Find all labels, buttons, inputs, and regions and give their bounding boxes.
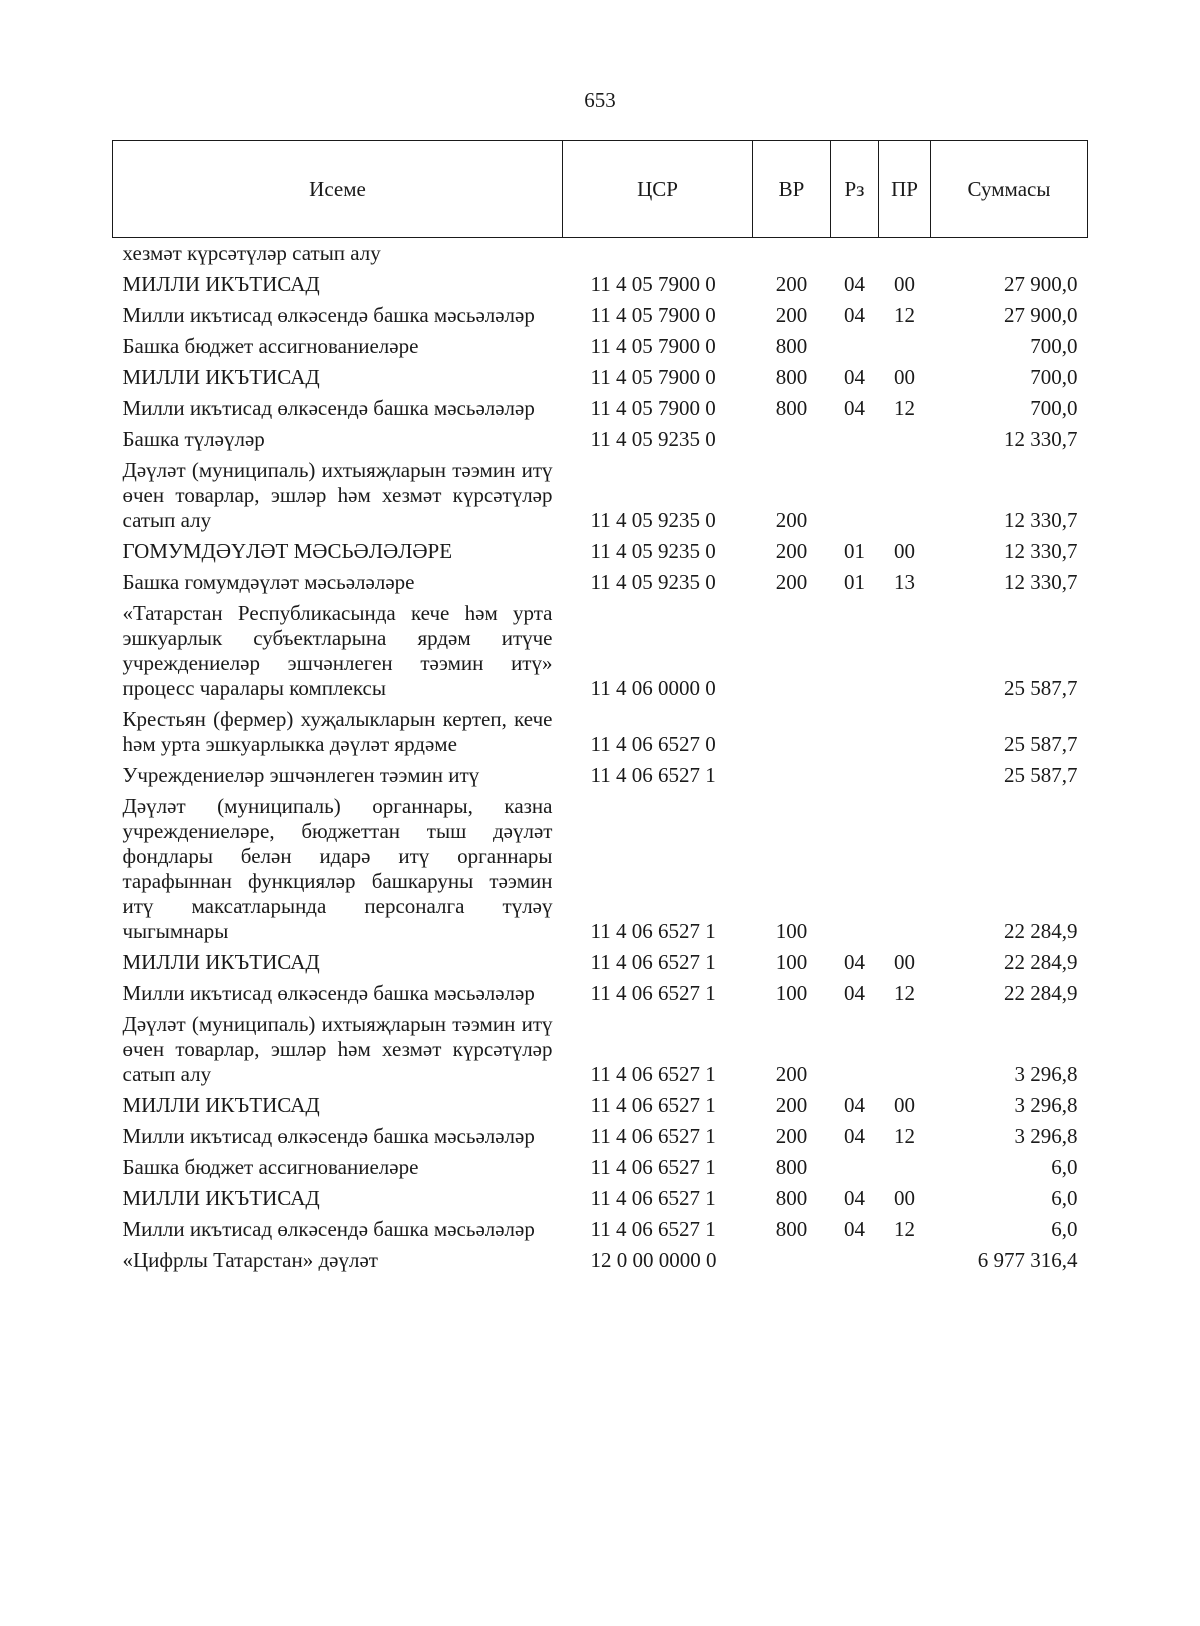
cell-sum: 25 587,7: [1004, 676, 1078, 700]
cell-name: МИЛЛИ ИКЪТИСАД: [122, 1186, 320, 1210]
cell-csr: 11 4 05 9235 0: [590, 427, 716, 451]
cell-rz: [831, 791, 879, 947]
cell-vr: 800: [775, 1155, 808, 1179]
cell-sum: 6,0: [1051, 1217, 1078, 1241]
cell-csr: 11 4 05 7900 0: [590, 272, 716, 296]
cell-csr: 11 4 05 7900 0: [590, 396, 716, 420]
cell-sum: 6 977 316,4: [977, 1248, 1078, 1272]
cell-name: Милли икътисад өлкәсендә башка мәсьәләләр: [122, 303, 535, 327]
cell-rz: [831, 331, 879, 362]
cell-name: МИЛЛИ ИКЪТИСАД: [122, 1093, 320, 1117]
table-row: [113, 567, 1088, 598]
header-name: Исеме: [113, 141, 563, 238]
cell-pr: 12: [894, 303, 915, 327]
cell-vr: 100: [775, 981, 808, 1005]
cell-name: Дәүләт (муниципаль) ихтыяҗларын тәэмин итү өчен товарлар, эшләр һәм хезмәт күрсәтүләр сатып алу: [122, 1012, 553, 1086]
table-body: [113, 238, 1088, 1277]
cell-vr: [753, 704, 831, 760]
cell-rz: [831, 238, 879, 270]
cell-csr: 11 4 05 9235 0: [590, 508, 716, 532]
table-row: [113, 362, 1088, 393]
cell-vr: 200: [775, 570, 808, 594]
cell-pr: [879, 704, 931, 760]
cell-csr: 11 4 06 6527 1: [590, 1186, 716, 1210]
table-row: [113, 1152, 1088, 1183]
cell-csr: 11 4 06 6527 0: [590, 732, 716, 756]
cell-csr: [563, 238, 753, 270]
cell-name: «Цифрлы Татарстан» дәүләт: [122, 1248, 378, 1272]
cell-vr: 800: [775, 334, 808, 358]
cell-csr: 11 4 06 6527 1: [590, 919, 716, 943]
cell-rz: 04: [844, 272, 865, 296]
table-row: [113, 1090, 1088, 1121]
cell-sum: 3 296,8: [1014, 1062, 1078, 1086]
header-rz: Рз: [831, 141, 879, 238]
cell-sum: 12 330,7: [1004, 539, 1078, 563]
cell-csr: 11 4 06 6527 1: [590, 950, 716, 974]
cell-sum: 27 900,0: [1004, 272, 1078, 296]
cell-csr: 11 4 05 7900 0: [590, 334, 716, 358]
cell-vr: 200: [775, 1124, 808, 1148]
cell-rz: 01: [844, 539, 865, 563]
table-row: [113, 1183, 1088, 1214]
table-row: [113, 536, 1088, 567]
cell-csr: 11 4 06 0000 0: [590, 676, 716, 700]
cell-csr: 11 4 06 6527 1: [590, 1093, 716, 1117]
cell-name: МИЛЛИ ИКЪТИСАД: [122, 272, 320, 296]
cell-csr: 11 4 06 6527 1: [590, 1217, 716, 1241]
cell-rz: [831, 1245, 879, 1276]
cell-rz: 04: [844, 303, 865, 327]
cell-pr: [879, 1152, 931, 1183]
cell-sum: 22 284,9: [1004, 981, 1078, 1005]
cell-sum: 3 296,8: [1014, 1124, 1078, 1148]
cell-pr: 12: [894, 1124, 915, 1148]
cell-sum: 25 587,7: [1004, 763, 1078, 787]
cell-rz: 04: [844, 1093, 865, 1117]
cell-vr: [753, 424, 831, 455]
cell-pr: 13: [894, 570, 915, 594]
cell-sum: 12 330,7: [1004, 427, 1078, 451]
cell-pr: 12: [894, 396, 915, 420]
cell-name: Милли икътисад өлкәсендә башка мәсьәләләр: [122, 1124, 535, 1148]
cell-pr: 00: [894, 950, 915, 974]
cell-vr: [753, 598, 831, 704]
cell-csr: 11 4 05 7900 0: [590, 303, 716, 327]
cell-rz: 04: [844, 396, 865, 420]
cell-sum: 3 296,8: [1014, 1093, 1078, 1117]
budget-table: [112, 140, 1088, 1276]
cell-vr: 200: [775, 508, 808, 532]
cell-csr: 11 4 05 7900 0: [590, 365, 716, 389]
cell-name: МИЛЛИ ИКЪТИСАД: [122, 365, 320, 389]
cell-rz: 04: [844, 365, 865, 389]
cell-csr: 11 4 06 6527 1: [590, 763, 716, 787]
cell-sum: [931, 238, 1088, 270]
cell-vr: 800: [775, 1186, 808, 1210]
table-row: [113, 1245, 1088, 1276]
cell-sum: 700,0: [1030, 365, 1078, 389]
cell-name: Башка бюджет ассигнованиеләре: [122, 1155, 419, 1179]
cell-vr: [753, 1245, 831, 1276]
cell-csr: 11 4 05 9235 0: [590, 570, 716, 594]
cell-pr: [879, 1009, 931, 1090]
cell-rz: [831, 704, 879, 760]
cell-name: Милли икътисад өлкәсендә башка мәсьәләләр: [122, 981, 535, 1005]
cell-name: Башка гомумдәүләт мәсьәләләре: [122, 570, 415, 594]
cell-vr: 200: [775, 539, 808, 563]
cell-csr: 12 0 00 0000 0: [590, 1248, 717, 1272]
cell-vr: 800: [775, 396, 808, 420]
table-row: [113, 300, 1088, 331]
cell-name: Крестьян (фермер) хуҗалыкларын кертеп, кече һәм урта эшкуарлыкка дәүләт ярдәме: [122, 707, 553, 756]
cell-rz: 04: [844, 1124, 865, 1148]
cell-pr: [879, 331, 931, 362]
cell-vr: 200: [775, 272, 808, 296]
header-vr: ВР: [753, 141, 831, 238]
cell-pr: [879, 424, 931, 455]
table-row: [113, 424, 1088, 455]
cell-rz: 04: [844, 1217, 865, 1241]
cell-sum: 12 330,7: [1004, 570, 1078, 594]
cell-vr: [753, 238, 831, 270]
cell-pr: 00: [894, 1093, 915, 1117]
cell-vr: 200: [775, 303, 808, 327]
cell-sum: 6,0: [1051, 1155, 1078, 1179]
cell-csr: 11 4 06 6527 1: [590, 1124, 716, 1148]
header-sum: Суммасы: [931, 141, 1088, 238]
table-row: [113, 1009, 1088, 1090]
cell-rz: [831, 760, 879, 791]
cell-name: «Татарстан Республикасында кече һәм урта эшкуарлык субъектларына ярдәм итүче учреждениеләр эшчәнлеген тәэмин итү» процесс чаралары комплексы: [122, 601, 553, 700]
table-row: [113, 455, 1088, 536]
cell-csr: 11 4 06 6527 1: [590, 1062, 716, 1086]
cell-vr: 800: [775, 365, 808, 389]
cell-vr: 100: [775, 919, 808, 943]
table-row: [113, 760, 1088, 791]
cell-name: Башка бюджет ассигнованиеләре: [122, 334, 419, 358]
table-row: [113, 238, 1088, 270]
cell-vr: 200: [775, 1093, 808, 1117]
cell-csr: 11 4 05 9235 0: [590, 539, 716, 563]
cell-rz: 01: [844, 570, 865, 594]
table-row: [113, 1121, 1088, 1152]
cell-csr: 11 4 06 6527 1: [590, 1155, 716, 1179]
cell-pr: [879, 760, 931, 791]
cell-pr: [879, 238, 931, 270]
cell-name: Дәүләт (муниципаль) ихтыяҗларын тәэмин итү өчен товарлар, эшләр һәм хезмәт күрсәтүләр сатып алу: [122, 458, 553, 532]
table-row: [113, 393, 1088, 424]
table-row: [113, 331, 1088, 362]
cell-rz: [831, 1009, 879, 1090]
table-row: [113, 704, 1088, 760]
cell-pr: 12: [894, 1217, 915, 1241]
cell-rz: [831, 455, 879, 536]
cell-vr: 800: [775, 1217, 808, 1241]
cell-name: ГОМУМДӘҮЛӘТ МӘСЬӘЛӘЛӘРЕ: [122, 539, 453, 563]
cell-vr: [753, 760, 831, 791]
table-row: [113, 978, 1088, 1009]
cell-name: МИЛЛИ ИКЪТИСАД: [122, 950, 320, 974]
table-row: [113, 269, 1088, 300]
header-csr: ЦСР: [563, 141, 753, 238]
cell-rz: [831, 598, 879, 704]
cell-rz: 04: [844, 950, 865, 974]
cell-pr: 00: [894, 1186, 915, 1210]
cell-name: Милли икътисад өлкәсендә башка мәсьәләләр: [122, 1217, 535, 1241]
cell-sum: 700,0: [1030, 396, 1078, 420]
cell-rz: [831, 1152, 879, 1183]
cell-pr: 00: [894, 365, 915, 389]
cell-name: Дәүләт (муниципаль) органнары, казна учреждениеләре, бюджеттан тыш дәүләт фондлары белән идарә итү органнары тарафыннан функцияләр башкаруны тәэмин итү максатларында персоналга түләү чыгымнары: [122, 794, 553, 943]
cell-pr: [879, 598, 931, 704]
table-row: [113, 947, 1088, 978]
cell-sum: 22 284,9: [1004, 950, 1078, 974]
cell-sum: 27 900,0: [1004, 303, 1078, 327]
cell-rz: [831, 424, 879, 455]
cell-sum: 12 330,7: [1004, 508, 1078, 532]
cell-name: Учреждениеләр эшчәнлеген тәэмин итү: [122, 763, 480, 787]
cell-rz: 04: [844, 1186, 865, 1210]
page-number: 653: [584, 88, 616, 112]
table-row: [113, 791, 1088, 947]
cell-name: Башка түләүләр: [122, 427, 265, 451]
cell-name: Милли икътисад өлкәсендә башка мәсьәләләр: [122, 396, 535, 420]
cell-pr: 00: [894, 539, 915, 563]
table-header: [113, 141, 1088, 238]
cell-pr: 00: [894, 272, 915, 296]
cell-vr: 100: [775, 950, 808, 974]
table-row: [113, 1214, 1088, 1245]
table-row: [113, 598, 1088, 704]
cell-csr: 11 4 06 6527 1: [590, 981, 716, 1005]
header-pr: ПР: [879, 141, 931, 238]
cell-name: хезмәт күрсәтүләр сатып алу: [122, 241, 381, 265]
cell-rz: 04: [844, 981, 865, 1005]
cell-pr: [879, 1245, 931, 1276]
cell-sum: 22 284,9: [1004, 919, 1078, 943]
cell-vr: 200: [775, 1062, 808, 1086]
cell-pr: 12: [894, 981, 915, 1005]
cell-pr: [879, 791, 931, 947]
cell-sum: 25 587,7: [1004, 732, 1078, 756]
cell-sum: 700,0: [1030, 334, 1078, 358]
cell-sum: 6,0: [1051, 1186, 1078, 1210]
cell-pr: [879, 455, 931, 536]
